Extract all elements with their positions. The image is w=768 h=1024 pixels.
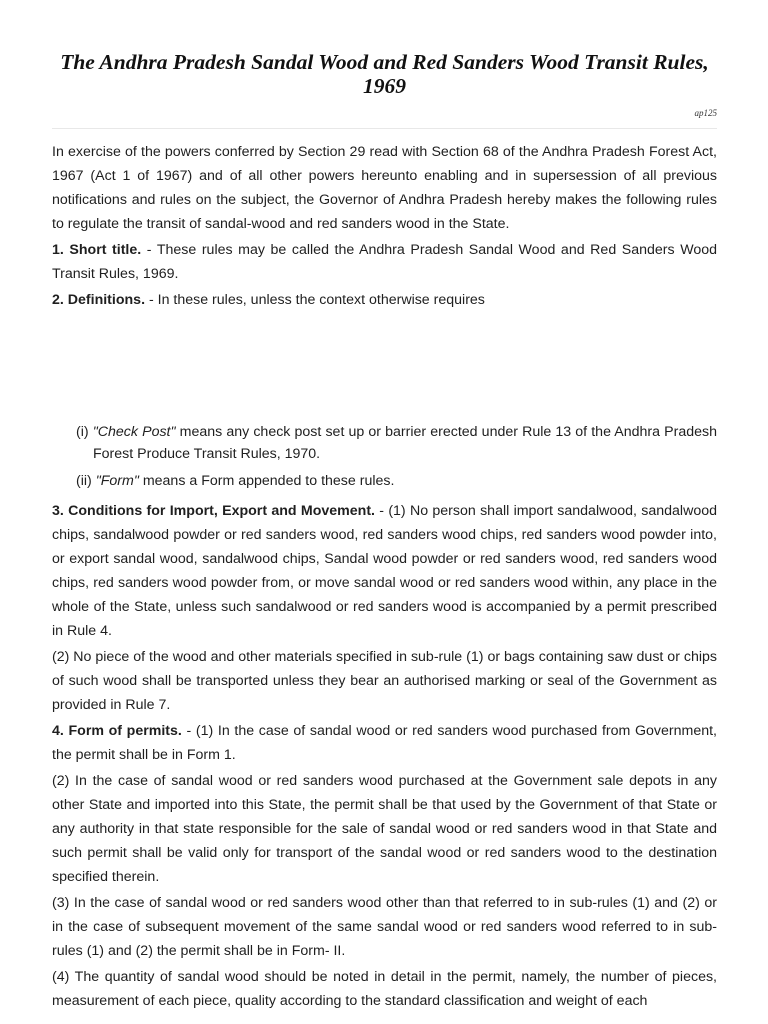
document-title: The Andhra Pradesh Sandal Wood and Red Sanders Wood Transit Rules, 1969 [60, 50, 709, 98]
document-page [52, 0, 717, 1013]
rule-4-subrule-4: (4) The quantity of sandal wood should be noted in detail in the permit, namely, the number of pieces, measurement of each piece, quality according to the standard classification and weight of each [52, 968, 717, 1009]
definition-text: means any check post set up or barrier erected under Rule 13 of the Andhra Pradesh Forest Produce Transit Rules, 1970. [93, 424, 718, 462]
rule-3-paragraph [52, 499, 717, 643]
rule-4-text: - (1) In the case of sandal wood or red sanders wood purchased from Government, the permit shall be in Form 1. [52, 722, 717, 763]
definition-item [52, 422, 717, 465]
document-code: ap125 [694, 108, 717, 118]
rule-3-text: - (1) No person shall import sandalwood, sandalwood chips, sandalwood powder or red sanders wood, red sanders wood chips, red sanders wood powder into, or export sandal wood, sandalwood chips, Sandal wood powder or red sanders wood, red sanders wood chips, red sanders wood powder from, or move sandal wood or red sanders wood within, any place in the whole of the State, unless such sandalwood or red sanders wood is accompanied by a permit prescribed in Rule 4. [52, 502, 717, 639]
definition-text: means a Form appended to these rules. [138, 473, 395, 489]
definition-number: (ii) [76, 473, 96, 489]
rule-4-subrule-2: (2) In the case of sandal wood or red sanders wood purchased at the Government sale depots in any other State and imported into this State, the permit shall be that used by the Government of that State or any authority in that state responsible for the sale of sandal wood or red sanders wood in that State and such permit shall be valid only for transport of the sandal wood or red sanders wood to the destination specified therein. [52, 772, 717, 885]
definition-number: (i) [76, 424, 93, 440]
rule-3-heading: 3. Conditions for Import, Export and Movement. [52, 502, 375, 519]
rule-1-paragraph [52, 238, 717, 286]
rule-1-heading: 1. Short title. [52, 242, 142, 258]
rule-2-heading: 2. Definitions. [52, 292, 146, 308]
title-divider [52, 128, 717, 129]
intro-paragraph: In exercise of the powers conferred by Section 29 read with Section 68 of the Andhra Pradesh Forest Act, 1967 (Act 1 of 1967) and of all other powers hereunto enabling and in supersession of all previous notifications and rules on the subject, the Governor of Andhra Pradesh hereby makes the following rules to regulate the transit of sandal-wood and red sanders wood in the State. [52, 144, 717, 232]
rule-2-paragraph [52, 288, 717, 312]
definition-term: "Form" [95, 473, 139, 489]
blank-space [52, 312, 717, 422]
definition-term: "Check Post" [92, 424, 176, 440]
rule-4-heading: 4. Form of permits. [52, 722, 182, 739]
rule-2-text: - In these rules, unless the context otherwise requires [145, 292, 485, 308]
rule-4-paragraph [52, 719, 717, 767]
definition-item [52, 471, 717, 493]
rule-3-subrule-2: (2) No piece of the wood and other materials specified in sub-rule (1) or bags containing saw dust or chips of such wood shall be transported unless they bear an authorised marking or seal of the Government as provided in Rule 7. [52, 648, 717, 713]
rule-1-text: - These rules may be called the Andhra Pradesh Sandal Wood and Red Sanders Wood Transit Rules, 1969. [52, 242, 718, 282]
rule-4-subrule-3: (3) In the case of sandal wood or red sanders wood other than that referred to in sub-rules (1) and (2) or in the case of subsequent movement of the same sandal wood or red sanders wood referred to in sub-rules (1) and (2) the permit shall be in Form- II. [52, 894, 717, 959]
